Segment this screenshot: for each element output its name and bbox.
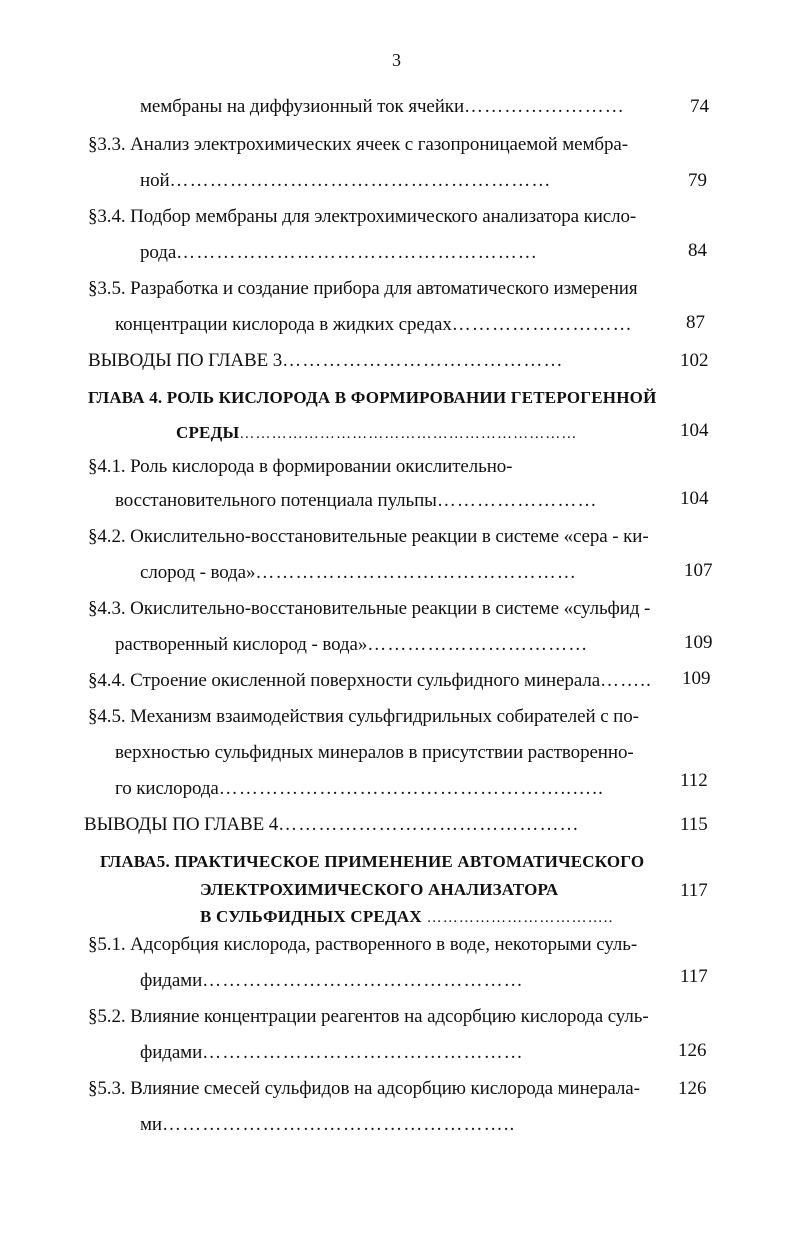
- toc-entry-text: ной: [140, 170, 170, 191]
- toc-page-number: 115: [680, 814, 708, 835]
- toc-entry-text: концентрации кислорода в жидких средах: [115, 314, 452, 335]
- chapter-title: ГЛАВА5. ПРАКТИЧЕСКОЕ ПРИМЕНЕНИЕ АВТОМАТИЧЕСКОГО: [100, 852, 645, 871]
- leader-dots: ………………………………………: [278, 814, 580, 835]
- toc-entry-text: §5.3. Влияние смесей сульфидов на адсорбцию кислорода минерала-: [88, 1078, 640, 1099]
- leader-dots: ……………………………………………..…..: [218, 778, 604, 799]
- toc-entry-text: §5.2. Влияние концентрации реагентов на адсорбцию кислорода суль-: [88, 1006, 649, 1027]
- toc-page-number: 84: [688, 240, 707, 261]
- toc-entry-text: §4.5. Механизм взаимодействия сульфгидрильных собирателей с по-: [88, 706, 639, 727]
- leader-dots: ………………………: [451, 314, 633, 335]
- toc-entry-text: §3.3. Анализ электрохимических ячеек с газопроницаемой мембра-: [88, 134, 628, 155]
- leader-dots: ………………………………………………………: [239, 426, 578, 442]
- toc-entry-text: фидами: [140, 970, 203, 991]
- chapter-title: СРЕДЫ: [176, 423, 240, 442]
- leader-dots: ……………………………………………..: [162, 1114, 516, 1135]
- toc-entry-text: §3.4. Подбор мембраны для электрохимического анализатора кисло-: [88, 206, 637, 227]
- toc-entry-text: ВЫВОДЫ ПО ГЛАВЕ 3: [88, 350, 283, 371]
- toc-entry-text: мембраны на диффузионный ток ячейки: [140, 96, 465, 117]
- toc-entry-text: го кислорода: [115, 778, 219, 799]
- toc-page-number: 87: [686, 312, 705, 333]
- leader-dots: ……………………: [464, 96, 625, 117]
- toc-entry-text: §4.4. Строение окисленной поверхности сульфидного минерала: [88, 670, 601, 691]
- page-number: 3: [392, 50, 401, 70]
- toc-page-number: 117: [680, 880, 708, 901]
- toc-page-number: 104: [680, 420, 709, 441]
- toc-entry-text: §5.1. Адсорбция кислорода, растворенного в воде, некоторыми суль-: [88, 934, 638, 955]
- leader-dots: ……………………: [436, 490, 598, 511]
- toc-page-number: 109: [682, 668, 711, 689]
- toc-page-number: 102: [680, 350, 709, 371]
- leader-dots: ……………………………………: [282, 350, 564, 371]
- toc-entry-text: растворенный кислород - вода»: [115, 634, 368, 655]
- toc-entry-text: §4.2. Окислительно-восстановительные реакции в системе «сера - ки-: [88, 526, 649, 547]
- chapter-title: В СУЛЬФИДНЫХ СРЕДАХ: [200, 907, 422, 926]
- leader-dots: …………………………………………: [202, 1042, 524, 1063]
- leader-dots: ……………………………: [367, 634, 589, 655]
- toc-page-number: 109: [684, 632, 713, 653]
- leader-dots: …………………………………………………: [169, 170, 552, 191]
- chapter-title: ГЛАВА 4. РОЛЬ КИСЛОРОДА В ФОРМИРОВАНИИ ГЕТЕРОГЕННОЙ: [88, 388, 657, 407]
- toc-page-number: 74: [690, 96, 709, 117]
- toc-page-number: 79: [688, 170, 707, 191]
- toc-entry-text: §4.1. Роль кислорода в формировании окислительно-: [88, 456, 513, 477]
- toc-page-number: 104: [680, 488, 709, 509]
- toc-entry-text: ми: [140, 1114, 162, 1135]
- leader-dots: ………………………………………………: [176, 242, 538, 263]
- toc-page-number: 107: [684, 560, 713, 581]
- leader-dots: ……..: [600, 670, 652, 691]
- toc-entry-text: §3.5. Разработка и создание прибора для автоматического измерения: [88, 278, 638, 299]
- leader-dots: …………………………………………: [202, 970, 524, 991]
- toc-entry-text: фидами: [140, 1042, 203, 1063]
- toc-page-number: 117: [680, 966, 708, 987]
- leader-dots: …………………………………………: [255, 562, 577, 583]
- chapter-title: ЭЛЕКТРОХИМИЧЕСКОГО АНАЛИЗАТОРА: [200, 880, 559, 899]
- toc-entry-text: восстановительного потенциала пульпы: [115, 490, 437, 511]
- toc-entry-text: §4.3. Окислительно-восстановительные реакции в системе «сульфид -: [88, 598, 651, 619]
- toc-entry-text: рода: [140, 242, 177, 263]
- toc-entry-text: ВЫВОДЫ ПО ГЛАВЕ 4: [84, 814, 279, 835]
- leader-dots: ……………………………..: [421, 910, 614, 926]
- toc-page-number: 126: [678, 1078, 707, 1099]
- toc-page-number: 112: [680, 770, 708, 791]
- toc-entry-text: слород - вода»: [140, 562, 256, 583]
- toc-page-number: 126: [678, 1040, 707, 1061]
- toc-entry-text: верхностью сульфидных минералов в присутствии растворенно-: [115, 742, 634, 763]
